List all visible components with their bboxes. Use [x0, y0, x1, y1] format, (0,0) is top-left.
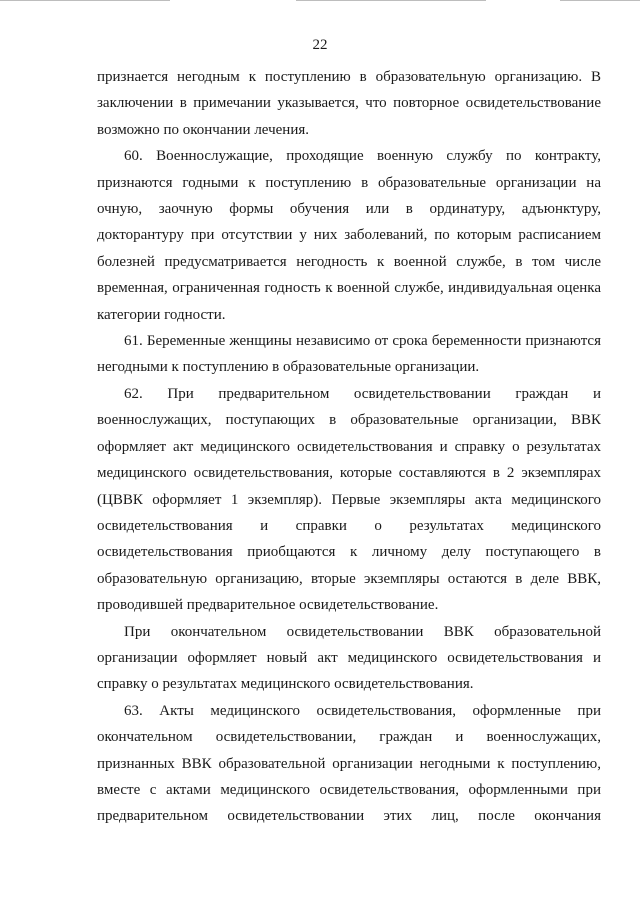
- document-body: [97, 64, 601, 830]
- scan-edge-line-right: [560, 0, 640, 1]
- scan-edge-line-center: [296, 0, 486, 1]
- paragraph-63: 63. Акты медицинского освидетельствования, оформленные при окончательном освидетельствовании, граждан и военнослужащих, признанных ВВК образовательной организации негодными к поступлению, вместе с актами медицинского освидетельствования, оформленными при предварительном освидетельствовании этих лиц, после окончания: [97, 702, 601, 825]
- paragraph-62: 62. При предварительном освидетельствовании граждан и военнослужащих, поступающих в образовательные организации, ВВК оформляет акт медицинского освидетельствования и справку о результатах медицинского освидетельствования, которые составляются в 2 экземплярах (ЦВВК оформляет 1 экземпляр). Первые экземпляры акта медицинского освидетельствования и справки о результатах медицинского освидетельствования приобщаются к личному делу поступающего в образовательную организацию, вторые экземпляры остаются в деле ВВК, проводившей предварительное освидетельствование.: [97, 385, 601, 614]
- paragraph-62-final-exam: При окончательном освидетельствовании ВВК образовательной организации оформляет новый акт медицинского освидетельствования и справку о результатах медицинского освидетельствования.: [97, 623, 601, 693]
- scan-edge-line-left: [0, 0, 170, 1]
- page-number: 22: [312, 37, 328, 53]
- paragraph-60: 60. Военнослужащие, проходящие военную службу по контракту, признаются годными к поступлению в образовательные организации на очную, заочную формы обучения или в ординатуру, адъюнктуру, докторантуру при отсутствии у них заболеваний, по которым расписанием болезней предусматривается негодность к военной службе, в том числе временная, ограниченная годность к военной службе, индивидуальная оценка категории годности.: [97, 148, 601, 323]
- paragraph-61: 61. Беременные женщины независимо от срока беременности признаются негодными к поступлению в образовательные организации.: [97, 333, 601, 376]
- paragraph-continuation: признается негодным к поступлению в образовательную организацию. В заключении в примечании указывается, что повторное освидетельствование возможно по окончании лечения.: [97, 69, 601, 138]
